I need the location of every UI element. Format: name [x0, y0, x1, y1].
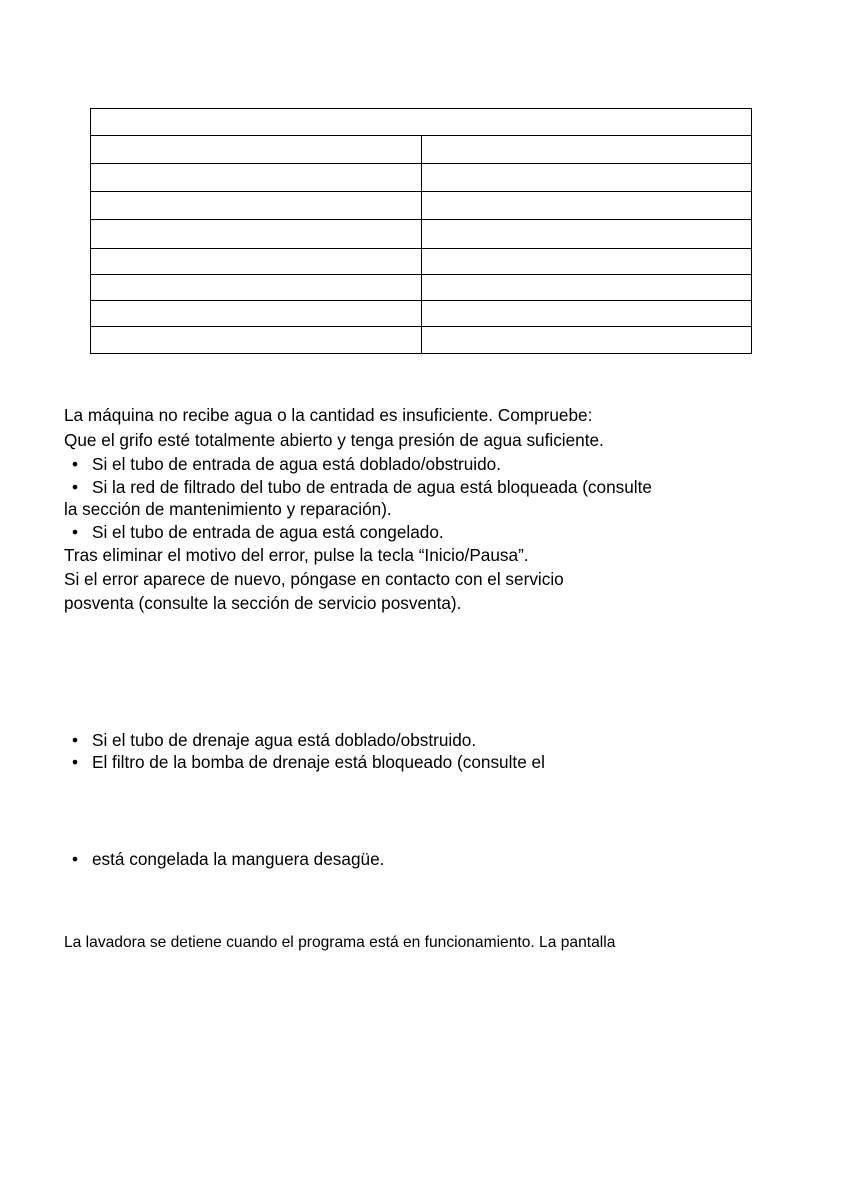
table-cell — [91, 136, 422, 164]
table-cell — [91, 192, 422, 220]
table-header-cell — [91, 109, 752, 136]
bullet-icon: • — [72, 522, 79, 542]
table-cell — [421, 327, 752, 354]
table-cell — [91, 220, 422, 249]
table-row — [91, 220, 752, 249]
table-cell — [421, 275, 752, 301]
table-cell — [91, 249, 422, 275]
table-cell — [421, 192, 752, 220]
table-cell — [91, 164, 422, 192]
list-item-text: Si la red de filtrado del tubo de entrada de agua está bloqueada (consulte — [92, 477, 652, 497]
section-1-after-1: Tras eliminar el motivo del error, pulse la tecla “Inicio/Pausa”. — [64, 545, 529, 565]
bullet-icon: • — [72, 730, 79, 750]
table-cell — [421, 164, 752, 192]
bullet-icon: • — [72, 477, 79, 497]
bullet-icon: • — [72, 849, 79, 869]
table-header-row — [91, 109, 752, 136]
list-item-text: Si el tubo de entrada de agua está congelado. — [92, 522, 444, 542]
table-row — [91, 275, 752, 301]
section-1-line-2: Que el grifo esté totalmente abierto y tenga presión de agua suficiente. — [64, 430, 604, 450]
table-cell — [421, 220, 752, 249]
list-item — [72, 522, 444, 542]
table-cell — [91, 301, 422, 327]
section-1-after-2: Si el error aparece de nuevo, póngase en contacto con el servicio — [64, 569, 564, 589]
list-item — [72, 849, 384, 869]
section-1-after-3: posventa (consulte la sección de servicio posventa). — [64, 593, 462, 613]
error-code-table — [90, 108, 752, 354]
table-row — [91, 136, 752, 164]
bullet-icon: • — [72, 454, 79, 474]
table-row — [91, 164, 752, 192]
list-item-text: Si el tubo de entrada de agua está doblado/obstruido. — [92, 454, 501, 474]
list-item-text: El filtro de la bomba de drenaje está bloqueado (consulte el — [92, 752, 545, 772]
list-item-text: está congelada la manguera desagüe. — [92, 849, 385, 869]
table-row — [91, 327, 752, 354]
list-item — [72, 752, 545, 772]
list-item — [72, 477, 652, 497]
table-cell — [91, 275, 422, 301]
table-cell — [421, 301, 752, 327]
section-3-line-1: La lavadora se detiene cuando el programa está en funcionamiento. La pantalla — [64, 934, 616, 951]
section-1-intro: La máquina no recibe agua o la cantidad es insuficiente. Compruebe: — [64, 405, 593, 425]
table-cell — [91, 327, 422, 354]
table-row — [91, 192, 752, 220]
table-row — [91, 249, 752, 275]
table-cell — [421, 136, 752, 164]
list-item — [72, 454, 501, 474]
bullet-icon: • — [72, 752, 79, 772]
table-cell — [421, 249, 752, 275]
table-row — [91, 301, 752, 327]
list-item-continuation: la sección de mantenimiento y reparación). — [64, 499, 392, 519]
list-item-text: Si el tubo de drenaje agua está doblado/obstruido. — [92, 730, 477, 750]
list-item — [72, 730, 476, 750]
